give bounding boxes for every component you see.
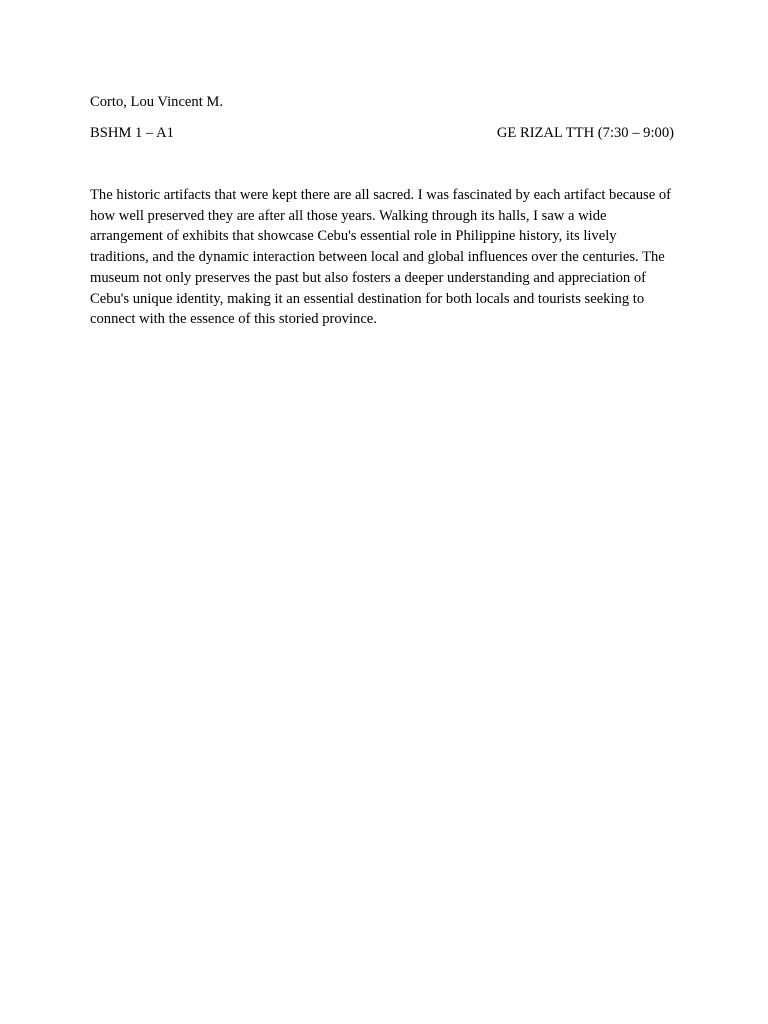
section-label: BSHM 1 – A1 bbox=[90, 125, 174, 141]
body-paragraph: The historic artifacts that were kept there are all sacred. I was fascinated by each artifact because of how well preserved they are after all those years. Walking through its halls, I saw a wide arrangement of exhibits that showcase Cebu's essential role in Philippine history, its lively traditions, and the dynamic interaction between local and global influences over the centuries. The museum not only preserves the past but also fosters a deeper understanding and appreciation of Cebu's unique identity, making it an essential destination for both locals and tourists seeking to connect with the essence of this storied province. bbox=[90, 187, 672, 328]
author-name: Corto, Lou Vincent M. bbox=[90, 94, 224, 110]
course-schedule: GE RIZAL TTH (7:30 – 9:00) bbox=[496, 125, 674, 141]
course-info-row bbox=[90, 123, 674, 143]
